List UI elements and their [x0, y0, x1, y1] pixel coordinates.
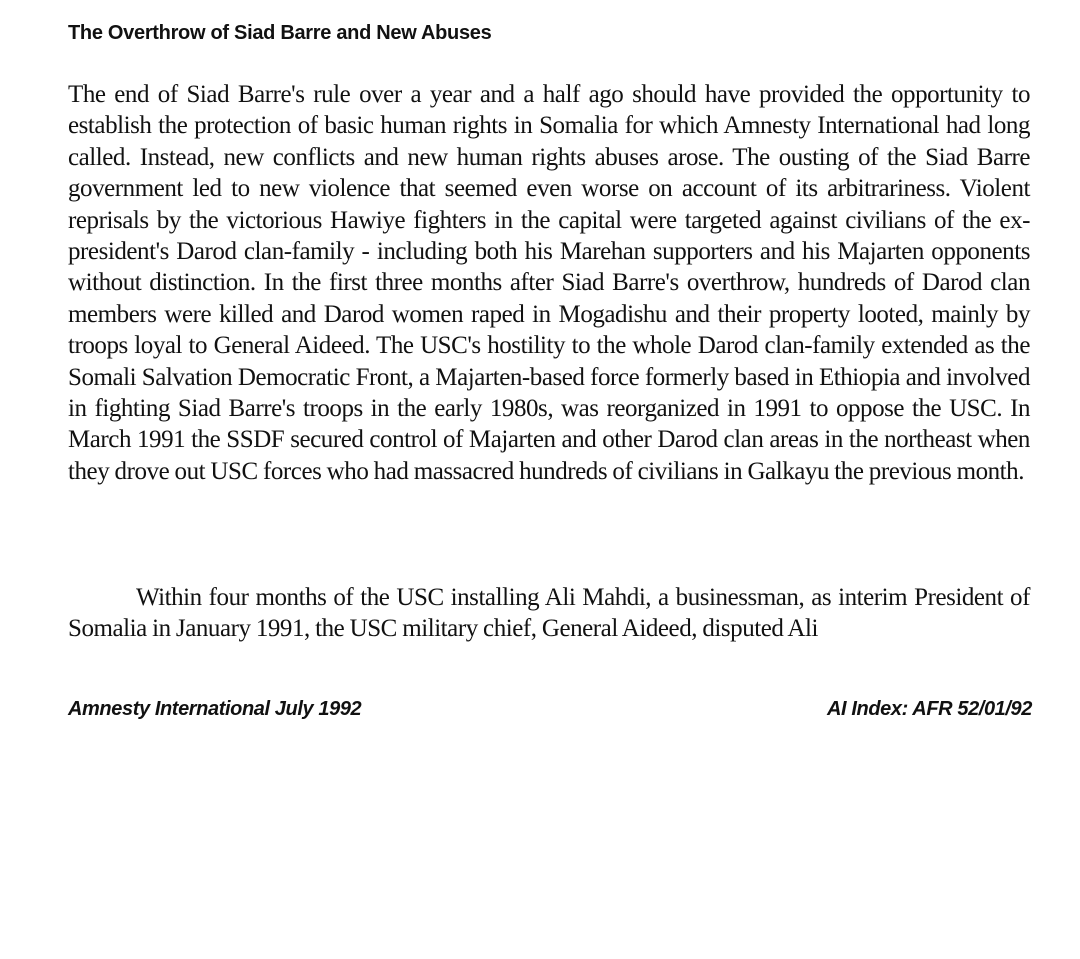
section-heading: The Overthrow of Siad Barre and New Abuses [68, 22, 492, 44]
body-paragraph: Within four months of the USC installing Ali Mahdi, a businessman, as interim President of Somalia in January 1991, the USC military chief, General Aideed, disputed Ali [68, 584, 1030, 643]
body-paragraph: The end of Siad Barre's rule over a year and a half ago should have provided the opportunity to establish the protection of basic human rights in Somalia for which Amnesty International had long called. Instead, new conflicts and new human rights abuses arose. The ousting of the Siad Barre government led to new violence that seemed even worse on account of its arbitrariness. Violent reprisals by the victorious Hawiye fighters in the capital were targeted against civilians of the ex-president's Darod clan-family - including both his Marehan supporters and his Majarten opponents without distinction. In the first three months after Siad Barre's overthrow, hundreds of Darod clan members were killed and Darod women raped in Mogadishu and their property looted, mainly by troops loyal to General Aideed. The USC's hostility to the whole Darod clan-family extended as the Somali Salvation Democratic Front, a Majarten-based force formerly based in Ethiopia and involved in fighting Siad Barre's troops in the early 1980s, was reorganized in 1991 to oppose the USC. In March 1991 the SSDF secured control of Majarten and other Darod clan areas in the northeast when they drove out USC forces who had massacred hundreds of civilians in Galkayu the previous month. [68, 81, 1030, 485]
page-footer [68, 695, 1032, 723]
footer-publisher-date: Amnesty International July 1992 [68, 698, 362, 720]
footer-index: AI Index: AFR 52/01/92 [827, 698, 1032, 720]
